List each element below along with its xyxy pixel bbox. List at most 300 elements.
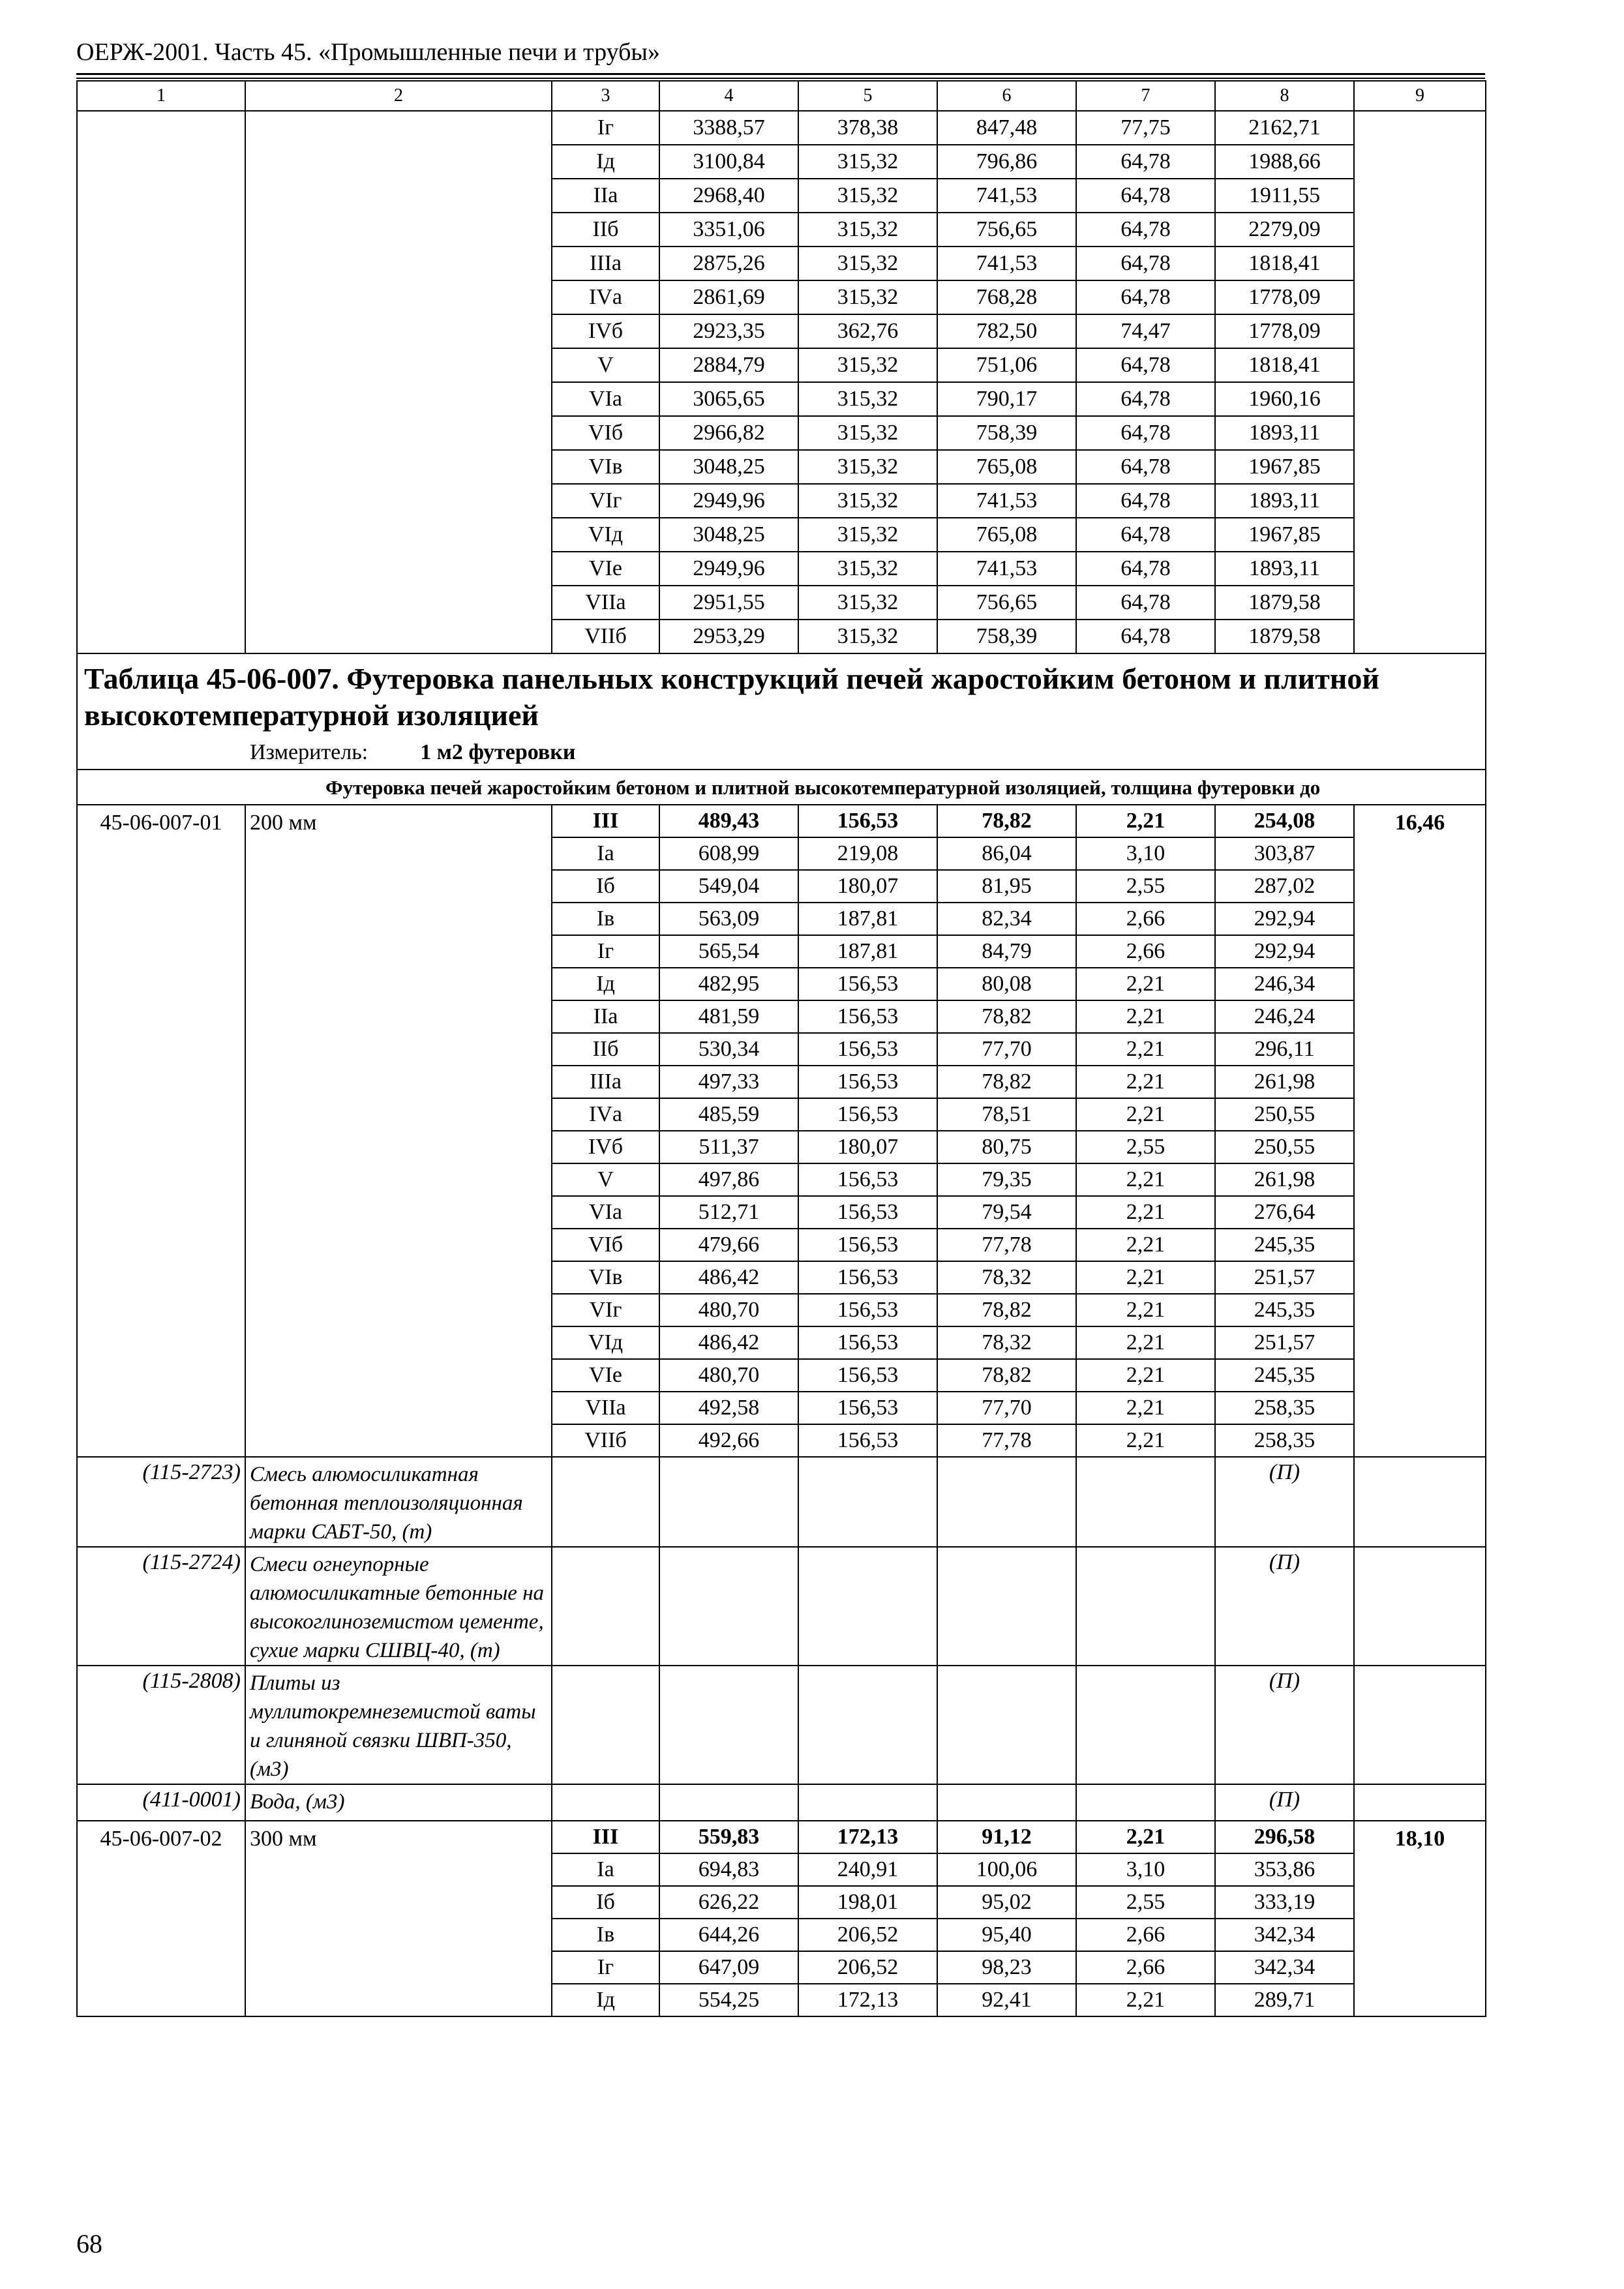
value-cell: 156,53 bbox=[798, 1196, 937, 1229]
empty-cell bbox=[1354, 1784, 1486, 1821]
value-cell: 187,81 bbox=[798, 903, 937, 935]
value-cell: 250,55 bbox=[1215, 1098, 1354, 1131]
resource-code: (115-2723) bbox=[77, 1457, 245, 1547]
resource-name: Смесь алюмосиликатная бетонная теплоизоляционная марки САБТ-50, (т) bbox=[245, 1457, 552, 1547]
value-cell: 78,82 bbox=[937, 1066, 1076, 1098]
value-cell: 156,53 bbox=[798, 1033, 937, 1066]
value-cell: 156,53 bbox=[798, 1359, 937, 1392]
zone-cell: IIб bbox=[552, 213, 659, 247]
meter-line bbox=[84, 739, 1477, 766]
column-number: 5 bbox=[798, 81, 937, 111]
value-cell: 2949,96 bbox=[659, 484, 798, 518]
value-cell: 481,59 bbox=[659, 1000, 798, 1033]
value-cell: 644,26 bbox=[659, 1919, 798, 1951]
value-cell: 91,12 bbox=[937, 1821, 1076, 1853]
empty-cell bbox=[1354, 1666, 1486, 1784]
table-row bbox=[77, 805, 1486, 837]
value-cell: 64,78 bbox=[1076, 213, 1215, 247]
resource-row bbox=[77, 1666, 1486, 1784]
item-description: 200 мм bbox=[245, 805, 552, 1457]
value-cell: 2884,79 bbox=[659, 348, 798, 382]
value-cell: 3100,84 bbox=[659, 145, 798, 179]
zone-cell: Iг bbox=[552, 111, 659, 145]
resource-row bbox=[77, 1547, 1486, 1666]
value-cell: 342,34 bbox=[1215, 1919, 1354, 1951]
column-number-row bbox=[77, 81, 1486, 111]
zone-cell: IIа bbox=[552, 179, 659, 213]
value-cell: 847,48 bbox=[937, 111, 1076, 145]
value-cell: 315,32 bbox=[798, 586, 937, 620]
zone-cell: Iб bbox=[552, 870, 659, 903]
value-cell: 756,65 bbox=[937, 586, 1076, 620]
rates-table bbox=[76, 80, 1486, 2017]
value-cell: 751,06 bbox=[937, 348, 1076, 382]
code-cell bbox=[77, 111, 245, 653]
zone-cell: V bbox=[552, 348, 659, 382]
value-cell: 206,52 bbox=[798, 1951, 937, 1984]
value-cell: 82,34 bbox=[937, 903, 1076, 935]
value-cell: 486,42 bbox=[659, 1261, 798, 1294]
column-number: 1 bbox=[77, 81, 245, 111]
header-rule bbox=[76, 78, 1485, 79]
empty-cell bbox=[659, 1547, 798, 1666]
empty-cell bbox=[552, 1784, 659, 1821]
value-cell: 480,70 bbox=[659, 1359, 798, 1392]
item-description: 300 мм bbox=[245, 1821, 552, 2016]
value-cell: 1893,11 bbox=[1215, 484, 1354, 518]
resource-name: Смеси огнеупорные алюмосиликатные бетонные на высокоглиноземистом цементе, сухие марки СШВЦ-40, (т) bbox=[245, 1547, 552, 1666]
value-cell: 741,53 bbox=[937, 179, 1076, 213]
meter-value: 1 м2 футеровки bbox=[420, 740, 576, 764]
value-cell: 1960,16 bbox=[1215, 382, 1354, 416]
zone-cell: V bbox=[552, 1163, 659, 1196]
subheading: Футеровка печей жаростойким бетоном и плитной высокотемпературной изоляцией, толщина футеровки до bbox=[77, 770, 1486, 805]
value-cell: 1893,11 bbox=[1215, 552, 1354, 586]
value-cell: 287,02 bbox=[1215, 870, 1354, 903]
zone-cell: VIв bbox=[552, 450, 659, 484]
value-cell: 2,21 bbox=[1076, 1261, 1215, 1294]
value-cell: 2875,26 bbox=[659, 247, 798, 280]
zone-cell: Iв bbox=[552, 1919, 659, 1951]
value-cell: 479,66 bbox=[659, 1229, 798, 1261]
value-cell: 245,35 bbox=[1215, 1359, 1354, 1392]
column-number: 8 bbox=[1215, 81, 1354, 111]
value-cell: 554,25 bbox=[659, 1984, 798, 2016]
table-body bbox=[77, 81, 1486, 2016]
zone-cell: Iа bbox=[552, 837, 659, 870]
value-cell: 2861,69 bbox=[659, 280, 798, 314]
item-code: 45-06-007-01 bbox=[77, 805, 245, 1457]
value-cell: 315,32 bbox=[798, 213, 937, 247]
value-cell: 315,32 bbox=[798, 382, 937, 416]
empty-cell bbox=[552, 1547, 659, 1666]
value-cell: 303,87 bbox=[1215, 837, 1354, 870]
value-cell: 2,21 bbox=[1076, 1424, 1215, 1457]
labor-cost: 18,10 bbox=[1354, 1821, 1486, 2016]
value-cell: 64,78 bbox=[1076, 247, 1215, 280]
value-cell: 315,32 bbox=[798, 280, 937, 314]
zone-cell: IIа bbox=[552, 1000, 659, 1033]
value-cell: 782,50 bbox=[937, 314, 1076, 348]
value-cell: 64,78 bbox=[1076, 348, 1215, 382]
column-number: 7 bbox=[1076, 81, 1215, 111]
value-cell: 2,21 bbox=[1076, 1163, 1215, 1196]
value-cell: 180,07 bbox=[798, 1131, 937, 1163]
value-cell: 64,78 bbox=[1076, 552, 1215, 586]
value-cell: 245,35 bbox=[1215, 1294, 1354, 1326]
value-cell: 240,91 bbox=[798, 1853, 937, 1886]
zone-cell: VIв bbox=[552, 1261, 659, 1294]
value-cell: 756,65 bbox=[937, 213, 1076, 247]
value-cell: 172,13 bbox=[798, 1984, 937, 2016]
value-cell: 1911,55 bbox=[1215, 179, 1354, 213]
empty-cell bbox=[1076, 1666, 1215, 1784]
subheading-row bbox=[77, 770, 1486, 805]
value-cell: 292,94 bbox=[1215, 935, 1354, 968]
value-cell: 100,06 bbox=[937, 1853, 1076, 1886]
value-cell: 156,53 bbox=[798, 1424, 937, 1457]
value-cell: 1818,41 bbox=[1215, 348, 1354, 382]
resource-unit: (П) bbox=[1215, 1547, 1354, 1666]
value-cell: 251,57 bbox=[1215, 1326, 1354, 1359]
value-cell: 289,71 bbox=[1215, 1984, 1354, 2016]
value-cell: 315,32 bbox=[798, 247, 937, 280]
header-rule bbox=[76, 73, 1485, 75]
value-cell: 511,37 bbox=[659, 1131, 798, 1163]
value-cell: 315,32 bbox=[798, 552, 937, 586]
value-cell: 626,22 bbox=[659, 1886, 798, 1919]
value-cell: 790,17 bbox=[937, 382, 1076, 416]
value-cell: 3048,25 bbox=[659, 518, 798, 552]
value-cell: 2953,29 bbox=[659, 620, 798, 653]
value-cell: 64,78 bbox=[1076, 518, 1215, 552]
value-cell: 64,78 bbox=[1076, 145, 1215, 179]
zone-cell: IVб bbox=[552, 1131, 659, 1163]
value-cell: 2,21 bbox=[1076, 1229, 1215, 1261]
value-cell: 261,98 bbox=[1215, 1066, 1354, 1098]
zone-cell: VIг bbox=[552, 484, 659, 518]
empty-cell bbox=[552, 1666, 659, 1784]
value-cell: 2279,09 bbox=[1215, 213, 1354, 247]
zone-cell: VIIа bbox=[552, 1392, 659, 1424]
value-cell: 246,24 bbox=[1215, 1000, 1354, 1033]
value-cell: 1818,41 bbox=[1215, 247, 1354, 280]
value-cell: 2162,71 bbox=[1215, 111, 1354, 145]
value-cell: 694,83 bbox=[659, 1853, 798, 1886]
resource-unit: (П) bbox=[1215, 1666, 1354, 1784]
value-cell: 156,53 bbox=[798, 1326, 937, 1359]
zone-cell: IIб bbox=[552, 1033, 659, 1066]
value-cell: 485,59 bbox=[659, 1098, 798, 1131]
empty-cell bbox=[1076, 1784, 1215, 1821]
value-cell: 64,78 bbox=[1076, 382, 1215, 416]
value-cell: 315,32 bbox=[798, 145, 937, 179]
resource-row bbox=[77, 1457, 1486, 1547]
value-cell: 565,54 bbox=[659, 935, 798, 968]
value-cell: 758,39 bbox=[937, 416, 1076, 450]
value-cell: 92,41 bbox=[937, 1984, 1076, 2016]
resource-name: Плиты из муллитокремнеземистой ваты и глиняной связки ШВП-350, (м3) bbox=[245, 1666, 552, 1784]
table-row bbox=[77, 111, 1486, 145]
column-number: 2 bbox=[245, 81, 552, 111]
value-cell: 741,53 bbox=[937, 552, 1076, 586]
zone-cell: IIIа bbox=[552, 1066, 659, 1098]
value-cell: 3,10 bbox=[1076, 837, 1215, 870]
value-cell: 2,21 bbox=[1076, 805, 1215, 837]
table-title-row bbox=[77, 653, 1486, 770]
value-cell: 482,95 bbox=[659, 968, 798, 1000]
value-cell: 276,64 bbox=[1215, 1196, 1354, 1229]
value-cell: 796,86 bbox=[937, 145, 1076, 179]
value-cell: 1893,11 bbox=[1215, 416, 1354, 450]
value-cell: 492,66 bbox=[659, 1424, 798, 1457]
value-cell: 315,32 bbox=[798, 179, 937, 213]
value-cell: 378,38 bbox=[798, 111, 937, 145]
zone-cell: VIд bbox=[552, 518, 659, 552]
value-cell: 3388,57 bbox=[659, 111, 798, 145]
value-cell: 1778,09 bbox=[1215, 314, 1354, 348]
value-cell: 98,23 bbox=[937, 1951, 1076, 1984]
value-cell: 559,83 bbox=[659, 1821, 798, 1853]
value-cell: 315,32 bbox=[798, 450, 937, 484]
value-cell: 80,75 bbox=[937, 1131, 1076, 1163]
value-cell: 172,13 bbox=[798, 1821, 937, 1853]
empty-cell bbox=[659, 1784, 798, 1821]
empty-cell bbox=[937, 1547, 1076, 1666]
zone-cell: VIIа bbox=[552, 586, 659, 620]
zone-cell: VIа bbox=[552, 382, 659, 416]
resource-unit: (П) bbox=[1215, 1784, 1354, 1821]
value-cell: 765,08 bbox=[937, 450, 1076, 484]
value-cell: 64,78 bbox=[1076, 620, 1215, 653]
value-cell: 156,53 bbox=[798, 805, 937, 837]
empty-cell bbox=[937, 1666, 1076, 1784]
page-header: ОЕРЖ-2001. Часть 45. «Промышленные печи и трубы» bbox=[76, 38, 660, 66]
value-cell: 2923,35 bbox=[659, 314, 798, 348]
value-cell: 549,04 bbox=[659, 870, 798, 903]
value-cell: 78,51 bbox=[937, 1098, 1076, 1131]
value-cell: 2,21 bbox=[1076, 1000, 1215, 1033]
zone-cell: Iд bbox=[552, 145, 659, 179]
value-cell: 2,55 bbox=[1076, 1131, 1215, 1163]
value-cell: 1778,09 bbox=[1215, 280, 1354, 314]
zone-cell: VIе bbox=[552, 552, 659, 586]
value-cell: 2,55 bbox=[1076, 1886, 1215, 1919]
value-cell: 254,08 bbox=[1215, 805, 1354, 837]
zone-cell: VIIб bbox=[552, 1424, 659, 1457]
value-cell: 78,32 bbox=[937, 1261, 1076, 1294]
value-cell: 95,02 bbox=[937, 1886, 1076, 1919]
col9-cell bbox=[1354, 111, 1486, 653]
column-number: 3 bbox=[552, 81, 659, 111]
labor-cost: 16,46 bbox=[1354, 805, 1486, 1457]
value-cell: 2,21 bbox=[1076, 1326, 1215, 1359]
zone-cell: VIа bbox=[552, 1196, 659, 1229]
value-cell: 362,76 bbox=[798, 314, 937, 348]
value-cell: 608,99 bbox=[659, 837, 798, 870]
value-cell: 2951,55 bbox=[659, 586, 798, 620]
value-cell: 245,35 bbox=[1215, 1229, 1354, 1261]
zone-cell: Iд bbox=[552, 1984, 659, 2016]
value-cell: 2,21 bbox=[1076, 1821, 1215, 1853]
description-cell bbox=[245, 111, 552, 653]
empty-cell bbox=[937, 1784, 1076, 1821]
value-cell: 2,66 bbox=[1076, 903, 1215, 935]
resource-row bbox=[77, 1784, 1486, 1821]
value-cell: 3048,25 bbox=[659, 450, 798, 484]
value-cell: 2,55 bbox=[1076, 870, 1215, 903]
value-cell: 647,09 bbox=[659, 1951, 798, 1984]
empty-cell bbox=[659, 1666, 798, 1784]
empty-cell bbox=[1354, 1547, 1486, 1666]
value-cell: 497,33 bbox=[659, 1066, 798, 1098]
empty-cell bbox=[798, 1784, 937, 1821]
value-cell: 2,21 bbox=[1076, 1098, 1215, 1131]
value-cell: 492,58 bbox=[659, 1392, 798, 1424]
empty-cell bbox=[798, 1547, 937, 1666]
value-cell: 156,53 bbox=[798, 1229, 937, 1261]
value-cell: 3351,06 bbox=[659, 213, 798, 247]
value-cell: 315,32 bbox=[798, 484, 937, 518]
value-cell: 64,78 bbox=[1076, 280, 1215, 314]
value-cell: 180,07 bbox=[798, 870, 937, 903]
value-cell: 95,40 bbox=[937, 1919, 1076, 1951]
value-cell: 333,19 bbox=[1215, 1886, 1354, 1919]
value-cell: 2,21 bbox=[1076, 968, 1215, 1000]
resource-unit: (П) bbox=[1215, 1457, 1354, 1547]
zone-cell: IVа bbox=[552, 280, 659, 314]
column-number: 4 bbox=[659, 81, 798, 111]
zone-cell: VIе bbox=[552, 1359, 659, 1392]
value-cell: 2,66 bbox=[1076, 1951, 1215, 1984]
zone-cell: Iд bbox=[552, 968, 659, 1000]
value-cell: 64,78 bbox=[1076, 484, 1215, 518]
value-cell: 81,95 bbox=[937, 870, 1076, 903]
value-cell: 2,21 bbox=[1076, 1033, 1215, 1066]
empty-cell bbox=[552, 1457, 659, 1547]
zone-cell: VIб bbox=[552, 416, 659, 450]
value-cell: 77,70 bbox=[937, 1392, 1076, 1424]
value-cell: 758,39 bbox=[937, 620, 1076, 653]
value-cell: 2,66 bbox=[1076, 935, 1215, 968]
zone-cell: IVб bbox=[552, 314, 659, 348]
value-cell: 198,01 bbox=[798, 1886, 937, 1919]
value-cell: 64,78 bbox=[1076, 586, 1215, 620]
empty-cell bbox=[1354, 1457, 1486, 1547]
value-cell: 80,08 bbox=[937, 968, 1076, 1000]
value-cell: 741,53 bbox=[937, 247, 1076, 280]
value-cell: 1967,85 bbox=[1215, 450, 1354, 484]
resource-code: (115-2808) bbox=[77, 1666, 245, 1784]
value-cell: 1988,66 bbox=[1215, 145, 1354, 179]
value-cell: 2,21 bbox=[1076, 1196, 1215, 1229]
zone-cell: VIIб bbox=[552, 620, 659, 653]
value-cell: 1967,85 bbox=[1215, 518, 1354, 552]
item-code: 45-06-007-02 bbox=[77, 1821, 245, 2016]
value-cell: 261,98 bbox=[1215, 1163, 1354, 1196]
value-cell: 206,52 bbox=[798, 1919, 937, 1951]
value-cell: 79,35 bbox=[937, 1163, 1076, 1196]
value-cell: 78,82 bbox=[937, 1359, 1076, 1392]
value-cell: 3065,65 bbox=[659, 382, 798, 416]
value-cell: 219,08 bbox=[798, 837, 937, 870]
value-cell: 315,32 bbox=[798, 416, 937, 450]
zone-cell: VIб bbox=[552, 1229, 659, 1261]
empty-cell bbox=[937, 1457, 1076, 1547]
empty-cell bbox=[798, 1666, 937, 1784]
value-cell: 156,53 bbox=[798, 1294, 937, 1326]
table-title-cell bbox=[77, 653, 1486, 770]
table-row bbox=[77, 1821, 1486, 1853]
value-cell: 741,53 bbox=[937, 484, 1076, 518]
value-cell: 563,09 bbox=[659, 903, 798, 935]
value-cell: 296,58 bbox=[1215, 1821, 1354, 1853]
value-cell: 79,54 bbox=[937, 1196, 1076, 1229]
value-cell: 77,70 bbox=[937, 1033, 1076, 1066]
value-cell: 156,53 bbox=[798, 968, 937, 1000]
table-title: Таблица 45-06-007. Футеровка панельных конструкций печей жаростойким бетоном и плитной высокотемпературной изоляцией bbox=[84, 662, 1379, 732]
value-cell: 2949,96 bbox=[659, 552, 798, 586]
value-cell: 489,43 bbox=[659, 805, 798, 837]
value-cell: 78,82 bbox=[937, 1294, 1076, 1326]
value-cell: 77,75 bbox=[1076, 111, 1215, 145]
value-cell: 768,28 bbox=[937, 280, 1076, 314]
empty-cell bbox=[1076, 1547, 1215, 1666]
value-cell: 156,53 bbox=[798, 1098, 937, 1131]
zone-cell: Iг bbox=[552, 1951, 659, 1984]
value-cell: 258,35 bbox=[1215, 1392, 1354, 1424]
value-cell: 315,32 bbox=[798, 518, 937, 552]
zone-cell: VIг bbox=[552, 1294, 659, 1326]
value-cell: 64,78 bbox=[1076, 416, 1215, 450]
value-cell: 246,34 bbox=[1215, 968, 1354, 1000]
value-cell: 156,53 bbox=[798, 1066, 937, 1098]
value-cell: 480,70 bbox=[659, 1294, 798, 1326]
value-cell: 78,32 bbox=[937, 1326, 1076, 1359]
empty-cell bbox=[659, 1457, 798, 1547]
empty-cell bbox=[1076, 1457, 1215, 1547]
value-cell: 251,57 bbox=[1215, 1261, 1354, 1294]
value-cell: 187,81 bbox=[798, 935, 937, 968]
value-cell: 296,11 bbox=[1215, 1033, 1354, 1066]
value-cell: 156,53 bbox=[798, 1000, 937, 1033]
value-cell: 156,53 bbox=[798, 1163, 937, 1196]
zone-cell: IVа bbox=[552, 1098, 659, 1131]
value-cell: 64,78 bbox=[1076, 179, 1215, 213]
resource-name: Вода, (м3) bbox=[245, 1784, 552, 1821]
zone-cell: Iв bbox=[552, 903, 659, 935]
value-cell: 765,08 bbox=[937, 518, 1076, 552]
value-cell: 292,94 bbox=[1215, 903, 1354, 935]
value-cell: 315,32 bbox=[798, 348, 937, 382]
value-cell: 1879,58 bbox=[1215, 620, 1354, 653]
zone-cell: III bbox=[552, 805, 659, 837]
value-cell: 156,53 bbox=[798, 1261, 937, 1294]
value-cell: 530,34 bbox=[659, 1033, 798, 1066]
resource-code: (411-0001) bbox=[77, 1784, 245, 1821]
resource-code: (115-2724) bbox=[77, 1547, 245, 1666]
zone-cell: Iа bbox=[552, 1853, 659, 1886]
zone-cell: IIIа bbox=[552, 247, 659, 280]
empty-cell bbox=[798, 1457, 937, 1547]
value-cell: 353,86 bbox=[1215, 1853, 1354, 1886]
value-cell: 64,78 bbox=[1076, 450, 1215, 484]
value-cell: 86,04 bbox=[937, 837, 1076, 870]
value-cell: 2,21 bbox=[1076, 1392, 1215, 1424]
value-cell: 2,21 bbox=[1076, 1066, 1215, 1098]
value-cell: 2,66 bbox=[1076, 1919, 1215, 1951]
value-cell: 2968,40 bbox=[659, 179, 798, 213]
